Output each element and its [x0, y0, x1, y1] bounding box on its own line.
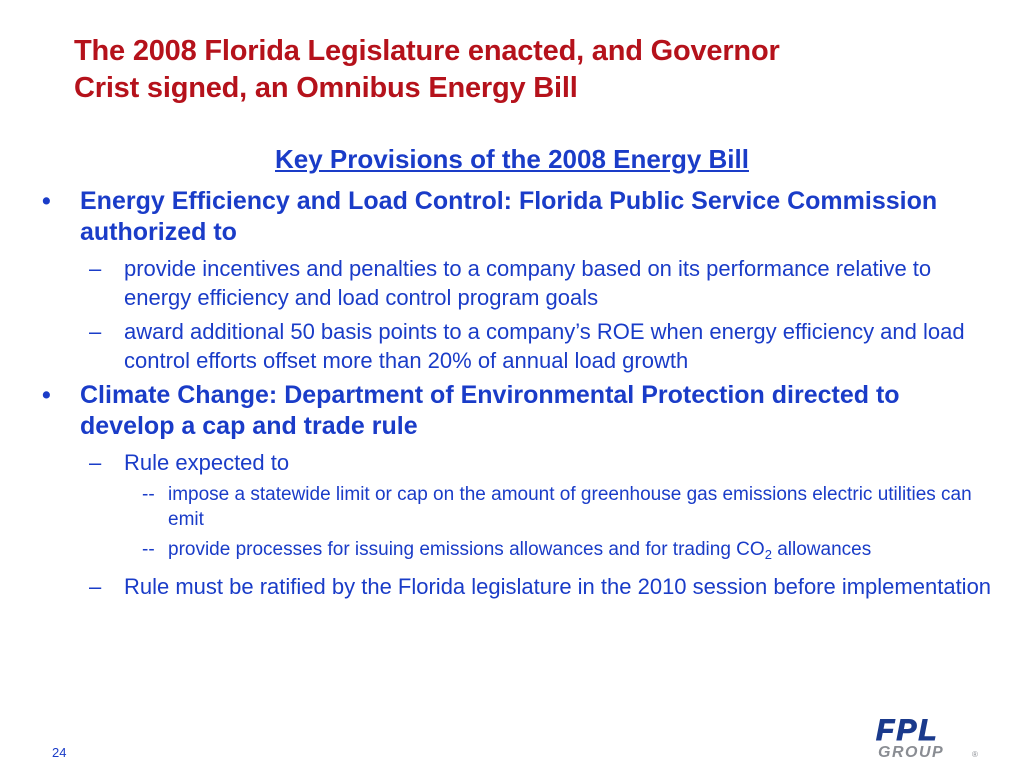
fpl-group-logo: [872, 712, 982, 765]
dash-marker: –: [89, 450, 102, 475]
sub-bullet-ratified: [89, 572, 1004, 601]
sub-bullet-text: provide incentives and penalties to a company based on its performance relative to energy efficiency and load control program goals: [124, 256, 932, 310]
slide-subtitle: Key Provisions of the 2008 Energy Bill: [275, 144, 749, 174]
logo-group-text: GROUP: [878, 744, 945, 760]
double-dash-marker: --: [142, 484, 155, 505]
sub-sub-bullet-text-end: allowances: [771, 539, 872, 560]
title-line-2: Crist signed, an Omnibus Energy Bill: [74, 72, 578, 104]
bullet-list: [0, 186, 1024, 606]
title-line-1: The 2008 Florida Legislature enacted, and Governor: [74, 35, 780, 67]
sub-bullet-text: award additional 50 basis points to a company’s ROE when energy efficiency and load control efforts offset more than 20% of annual load growth: [124, 319, 965, 373]
sub-sub-bullet-allowances: [142, 537, 998, 567]
logo-registered-mark: ®: [972, 750, 978, 759]
logo-fpl-text: FPL: [876, 714, 939, 747]
bullet-climate-change: [42, 380, 980, 442]
double-dash-marker: --: [142, 539, 155, 560]
sub-bullet-incentives: [89, 254, 1004, 312]
bullet-text: Energy Efficiency and Load Control: Florida Public Service Commission authorized to: [80, 187, 938, 246]
sub-sub-bullet-text: provide processes for issuing emissions allowances and for trading CO: [168, 539, 765, 560]
bullet-marker: •: [42, 381, 51, 409]
dash-marker: –: [89, 574, 102, 599]
sub-bullet-text: Rule must be ratified by the Florida legislature in the 2010 session before implementation: [124, 574, 992, 599]
sub-bullet-text: Rule expected to: [124, 450, 290, 475]
sub-sub-bullet-cap: [142, 482, 998, 532]
page-number: 24: [52, 745, 67, 760]
dash-marker: –: [89, 319, 102, 344]
slide-title: [74, 33, 974, 107]
co2-subscript: 2: [764, 547, 772, 562]
bullet-energy-efficiency: [42, 186, 980, 248]
bullet-marker: •: [42, 187, 51, 215]
dash-marker: –: [89, 256, 102, 281]
bullet-text: Climate Change: Department of Environmental Protection directed to develop a cap and trade rule: [80, 381, 900, 440]
sub-bullet-roe: [89, 317, 1004, 375]
sub-bullet-rule-expected: [89, 448, 1004, 477]
sub-sub-bullet-text: impose a statewide limit or cap on the amount of greenhouse gas emissions electric utilities can emit: [168, 484, 972, 530]
